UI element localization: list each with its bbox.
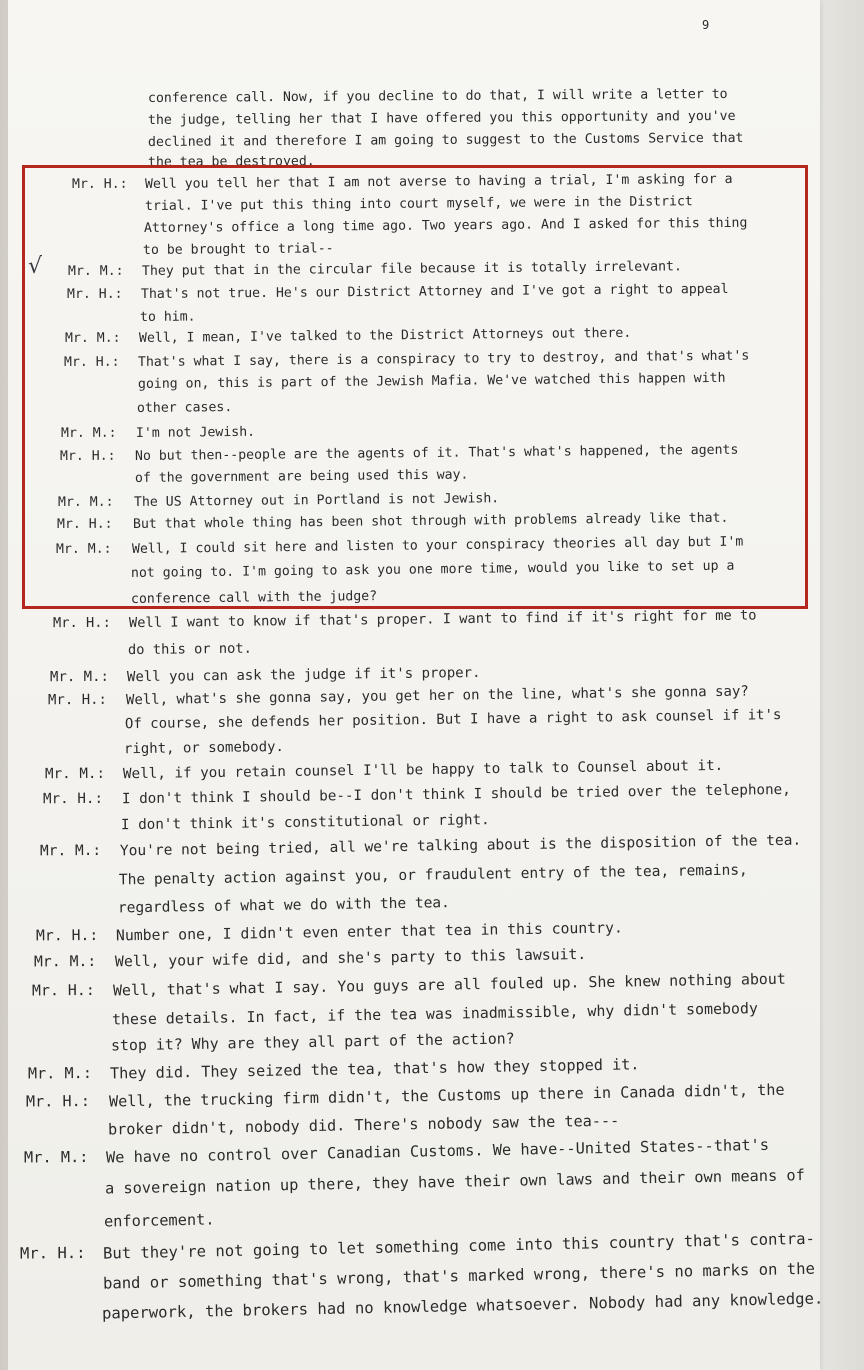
speaker-label: Mr. H.:	[59, 448, 116, 464]
speaker-label: Mr. H.:	[35, 927, 99, 945]
speaker-label: Mr. M.:	[33, 953, 97, 971]
transcript-line: to be brought to trial--	[142, 241, 334, 258]
speaker-label: Mr. H.:	[42, 790, 104, 808]
transcript-line: conference call. Now, if you decline to do that, I will write a letter to	[147, 86, 728, 106]
speaker-label: Mr. H.:	[19, 1244, 86, 1264]
speaker-label: Mr. M.:	[67, 263, 124, 279]
transcript-line: Well, I could sit here and listen to your conspiracy theories all day but I'm	[131, 534, 744, 557]
speaker-label: Mr. M.:	[27, 1065, 92, 1084]
transcript-line: We have no control over Canadian Customs. We have--United States--that's	[105, 1137, 770, 1168]
transcript-line: Well, the trucking firm didn't, the Customs up there in Canada didn't, the	[108, 1082, 785, 1112]
speaker-label: Mr. H.:	[63, 354, 120, 370]
transcript-line: of the government are being used this way.	[134, 467, 469, 486]
transcript-line: Well, if you retain counsel I'll be happy to talk to Counsel about it.	[122, 758, 724, 783]
transcript-line: do this or not.	[127, 641, 252, 659]
transcript-line: paperwork, the brokers had no knowledge whatsoever. Nobody had any knowledge.	[101, 1290, 824, 1324]
transcript-line: Well, I mean, I've talked to the District Attorneys out there.	[138, 325, 632, 346]
speaker-label: Mr. M.:	[55, 541, 112, 557]
transcript-line: But that whole thing has been shot through with problems already like that.	[132, 510, 729, 532]
transcript-line: I don't think I should be--I don't think I should be tried over the telephone,	[121, 782, 791, 808]
speaker-label: Mr. H.:	[66, 286, 123, 302]
transcript-line: conference call with the judge?	[130, 588, 378, 607]
red-highlight-box	[22, 165, 808, 609]
transcript-line: But they're not going to let something come into this country that's contra-	[102, 1230, 816, 1264]
speaker-label: Mr. H.:	[31, 982, 95, 1000]
speaker-label: Mr. H.:	[47, 692, 107, 709]
transcript-line: No but then--people are the agents of it. That's what's happened, the agents	[134, 442, 739, 464]
transcript-line: broker didn't, nobody did. There's nobody saw the tea---	[107, 1112, 620, 1140]
transcript-line: trial. I've put this thing into court myself, we were in the District	[144, 194, 693, 214]
speaker-label: Mr. M.:	[44, 765, 106, 783]
speaker-label: Mr. H.:	[52, 615, 111, 632]
transcript-line: Well, that's what I say. You guys are all fouled up. She knew nothing about	[112, 971, 786, 1000]
transcript-line: right, or somebody.	[123, 739, 285, 758]
transcript-line: declined it and therefore I am going to suggest to the Customs Service that	[147, 130, 744, 150]
transcript-line: stop it? Why are they all part of the action?	[110, 1030, 515, 1055]
speaker-label: Mr. M.:	[57, 494, 114, 510]
transcript-line: these details. In fact, if the tea was inadmissible, why didn't somebody	[111, 1000, 759, 1029]
transcript-line: band or something that's wrong, that's marked wrong, there's no marks on the	[102, 1260, 816, 1294]
speaker-label: Mr. M.:	[39, 842, 102, 860]
speaker-label: Mr. M.:	[23, 1149, 89, 1168]
transcript-line: Well, what's she gonna say, you get her on the line, what's she gonna say?	[125, 683, 749, 709]
speaker-label: Mr. M.:	[60, 425, 117, 441]
transcript-line: Well you tell her that I am not averse to having a trial, I'm asking for a	[144, 171, 733, 192]
transcript-line: I don't think it's constitutional or right.	[120, 812, 490, 834]
transcript-line: The penalty action against you, or fraudulent entry of the tea, remains,	[118, 862, 748, 889]
transcript-line: They put that in the circular file because it is totally irrelevant.	[141, 259, 682, 279]
transcript-line: That's what I say, there is a conspiracy to try to destroy, and that's what's	[137, 348, 750, 370]
transcript-line: to him.	[139, 309, 196, 325]
transcript-line: That's not true. He's our District Attorney and I've got a right to appeal	[140, 281, 729, 302]
transcript-line: They did. They seized the tea, that's how they stopped it.	[109, 1056, 640, 1084]
checkmark-annotation: √	[28, 254, 43, 279]
transcript-line: the judge, telling her that I have offered you this opportunity and you've	[147, 108, 736, 128]
transcript-line: enforcement.	[103, 1211, 215, 1232]
transcript-line: going on, this is part of the Jewish Mafia. We've watched this happen with	[137, 370, 726, 392]
transcript-line: Of course, she defends her position. But I have a right to ask counsel if it's	[124, 707, 782, 733]
speaker-label: Mr. H.:	[71, 176, 128, 192]
transcript-line: the tea be destroyed.	[147, 154, 315, 170]
speaker-label: Mr. H.:	[25, 1093, 90, 1112]
speaker-label: Mr. M.:	[49, 669, 109, 686]
transcript-line: not going to. I'm going to ask you one more time, would you like to set up a	[130, 558, 735, 581]
speaker-label: Mr. M.:	[64, 330, 121, 346]
page-number: 9	[702, 18, 710, 32]
transcript-line: Well, your wife did, and she's party to this lawsuit.	[114, 946, 587, 971]
transcript-line: You're not being tried, all we're talking about is the disposition of the tea.	[119, 832, 802, 860]
transcript-line: I'm not Jewish.	[135, 424, 256, 441]
transcript-line: Well I want to know if that's proper. I want to find if it's right for me to	[128, 608, 757, 632]
transcript-line: Attorney's office a long time ago. Two years ago. And I asked for this thing	[143, 215, 748, 236]
transcript-line: a sovereign nation up there, they have their own laws and their own means of	[104, 1167, 805, 1199]
transcript-line: regardless of what we do with the tea.	[117, 895, 450, 917]
transcript-line: other cases.	[136, 400, 233, 416]
transcript-line: The US Attorney out in Portland is not Jewish.	[133, 491, 500, 510]
transcript-line: Number one, I didn't even enter that tea in this country.	[115, 920, 623, 945]
transcript-line: Well you can ask the judge if it's proper.	[126, 665, 481, 686]
speaker-label: Mr. H.:	[56, 516, 113, 532]
